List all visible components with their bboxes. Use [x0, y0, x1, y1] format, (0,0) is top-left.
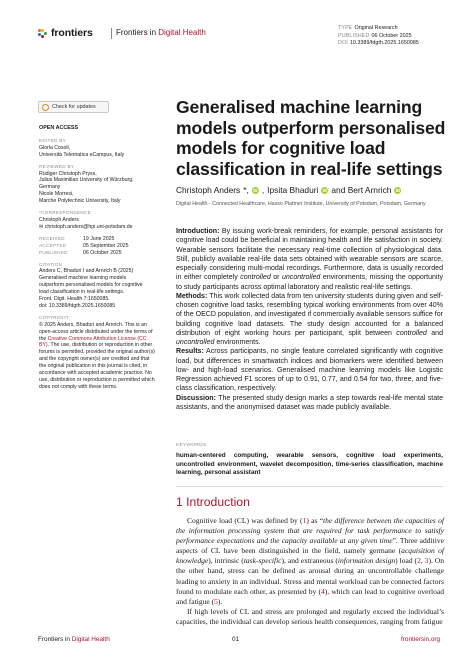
correspondence-name: Christoph Anders [39, 216, 79, 223]
reviewer-line: Julius Maximilian University of Würzburg, [39, 177, 134, 184]
reference-link[interactable]: 4 [321, 586, 325, 596]
reference-link[interactable]: 1 [302, 516, 307, 525]
copyright-text: © 2025 Anders, Bhaduri and Arnrich. This is an open-access article distributed under the terms of the Creative Commons Attribution License (CC BY). The use, distribution or reproduction in other forums is permitted, provided the original author(s) and the copyright owner(s) are credited and that the original publication in this journal is cited, in accordance with accepted academic practice. No use, distribution or reproduction is permitted which does not comply with these terms. [39, 321, 155, 390]
accepted-label: ACCEPTED [39, 242, 67, 248]
cc-license-link[interactable]: Creative Commons Attribution License (CC BY) [39, 335, 147, 349]
author-affiliation: Digital Health - Connected Healthcare, Hasso Plattner Institute, University of Potsdam, Potsdam, Germany [176, 201, 426, 207]
body-paragraph: Cognitive load (CL) was defined by (1) as “the difference between the capacities of the information processing system that are required for task performance to satisfy performance expectations and the capacity available at any given time”. Three additive aspects of CL have been distinguished in the field, namely germane (acquisition of knowledge), intrinsic (task-specific), and extraneous (information design) load (2, 3). On the other hand, stress can be defined as arousal during an uncontrollable challenge leading to anxiety in an individual. Stress and mental workload can be connected factors found to modulate each other, as presented by (4), which can lead to cognitive overload and fatigue (5). [176, 516, 445, 606]
footer-journal: Frontiers in Digital Health [38, 636, 110, 643]
brand-name: frontiers [51, 27, 93, 39]
check-updates-icon [42, 104, 49, 111]
keywords-label: KEYWORDS [176, 443, 207, 448]
check-for-updates-button[interactable]: Check for updates [38, 101, 109, 113]
copyright-label: COPYRIGHT [39, 314, 70, 320]
citation-line: Anders C, Bhaduri I and Arnrich B (2025) [39, 268, 134, 275]
keywords-list: human-centered computing, wearable sensors, cognitive load experiments, uncontrolled environment, wavelet decomposition, time-series classification, machine learning, personal assistant [176, 452, 443, 477]
abstract-methods: Methods: This work collected data from ten university students during given and self-chosen cognitive load tasks, resembling typical working environments from over 40% of the OECD population, and investigated if commercially available sensors suffice for building cognitive load datasets. The study design accounted for a balanced distribution of eight working hours per participant, split between controlled and uncontrolled environments. [176, 292, 444, 346]
citation-line: Front. Digit. Health 7:1650085. [39, 296, 110, 303]
meta-doi-value: 10.3389/fdgth.2025.1650085 [349, 40, 419, 47]
article-title: Generalised machine learning models outperform personalised models for cognitive load classification in real-life settings [176, 97, 446, 179]
reference-link[interactable]: 2 [417, 556, 421, 566]
received-date: 19 June 2025 [83, 235, 115, 242]
abstract-discussion: Discussion: The presented study design marks a step towards real-life mental state assistants, and the anonymised dataset was made publicly available. [176, 394, 443, 411]
header-divider [111, 28, 112, 39]
orcid-icon[interactable]: iD [322, 187, 328, 193]
reference-link[interactable]: 5 [214, 596, 218, 606]
editor-line: Università Telematica eCampus, Italy [39, 151, 125, 158]
body-text [176, 516, 444, 627]
received-label: RECEIVED [39, 235, 65, 241]
reviewer-line: Marche Polytechnic University, Italy [39, 198, 121, 205]
reviewed-by-label: REVIEWED BY [39, 163, 75, 169]
reviewer-line: Germany [39, 184, 61, 191]
orcid-icon[interactable]: iD [395, 187, 401, 193]
citation-doi-link[interactable]: doi: 10.3389/fdgth.2025.1650085 [39, 302, 116, 309]
author-list: Christoph Anders *, iD , Ipsita Bhaduri iD and Bert Arnrich iD [176, 185, 401, 195]
edited-by-label: EDITED BY [39, 137, 66, 143]
page-number: 01 [232, 636, 240, 643]
body-paragraph: If high levels of CL and stress are prolonged and regularly exceed the individual’s capacities, the individual can develop serious health consequences, ranging from fatigue [176, 606, 444, 626]
published-date: 06 October 2025 [83, 249, 122, 256]
citation-label: CITATION [39, 261, 63, 267]
article-info-sidebar [39, 125, 157, 391]
section-heading: 1 Introduction [176, 495, 250, 509]
meta-published-key: PUBLISHED [338, 32, 370, 39]
abstract-introduction: Introduction: By issuing work-break reminders, for example, personal assistants for cognitive load could be beneficial in maintaining health and life satisfaction in society. Wearable sensors facilitate the necessary real-time collection of physiological data. Still, publicly available real-life data sets obtained with wearable sensors are scarce, especially considering multi-modal recordings. Furthermore, data is usually recorded in either completely controlled or uncontrolled environments, missing the opportunity to study participants across optimal laboratory and realistic real-life settings. [176, 228, 444, 291]
editor-line: Gloria Cosoli, [39, 144, 71, 151]
author-name[interactable]: and Bert Arnrich [331, 185, 392, 195]
citation-line: load classification in real-life settings. [39, 289, 125, 296]
frontiers-logo[interactable] [38, 27, 93, 39]
meta-type-key: TYPE [338, 25, 353, 31]
reference-link[interactable]: 3 [424, 556, 429, 566]
article-meta [338, 25, 419, 48]
journal-name-header: Frontiers in Digital Health [116, 28, 206, 37]
correspondence-email-link[interactable]: ✉ christoph.anders@hpi.uni-potsdam.de [39, 223, 133, 230]
meta-type-value: Original Research [354, 25, 398, 31]
citation-line: Generalised machine learning models [39, 275, 127, 282]
citation-line: outperform personalised models for cognitive [39, 282, 143, 289]
abstract-results: Results: Across participants, no single feature correlated significantly with cognitive load, but differences in smartwatch indices and biomarkers were identified between low- and high-load scenarios. Generalised machine learning models like Logistic Regression achieved F1 scores of up to 0.91, 0.77, and 0.54 for two, three, and five-class classification, respectively. [176, 348, 443, 393]
accepted-date: 05 September 2025 [83, 242, 129, 249]
reviewer-line: Nicole Morresi, [39, 191, 74, 198]
author-name[interactable]: Christoph Anders [176, 185, 241, 195]
open-access-label: OPEN ACCESS [39, 125, 79, 131]
meta-doi-key: DOI [338, 40, 348, 47]
frontiers-logo-mark [38, 29, 47, 38]
published-label: PUBLISHED [39, 249, 68, 255]
section-divider [176, 486, 443, 487]
orcid-icon[interactable]: iD [253, 187, 258, 193]
meta-published-value: 06 October 2025 [371, 32, 412, 39]
footer-site-link[interactable]: frontiersin.org [401, 636, 441, 643]
author-name[interactable]: Ipsita Bhaduri [267, 185, 319, 195]
abstract [176, 227, 443, 412]
correspondence-label: *CORRESPONDENCE [39, 210, 91, 216]
reviewer-line: Rüdiger Christoph Pryss, [39, 170, 97, 177]
